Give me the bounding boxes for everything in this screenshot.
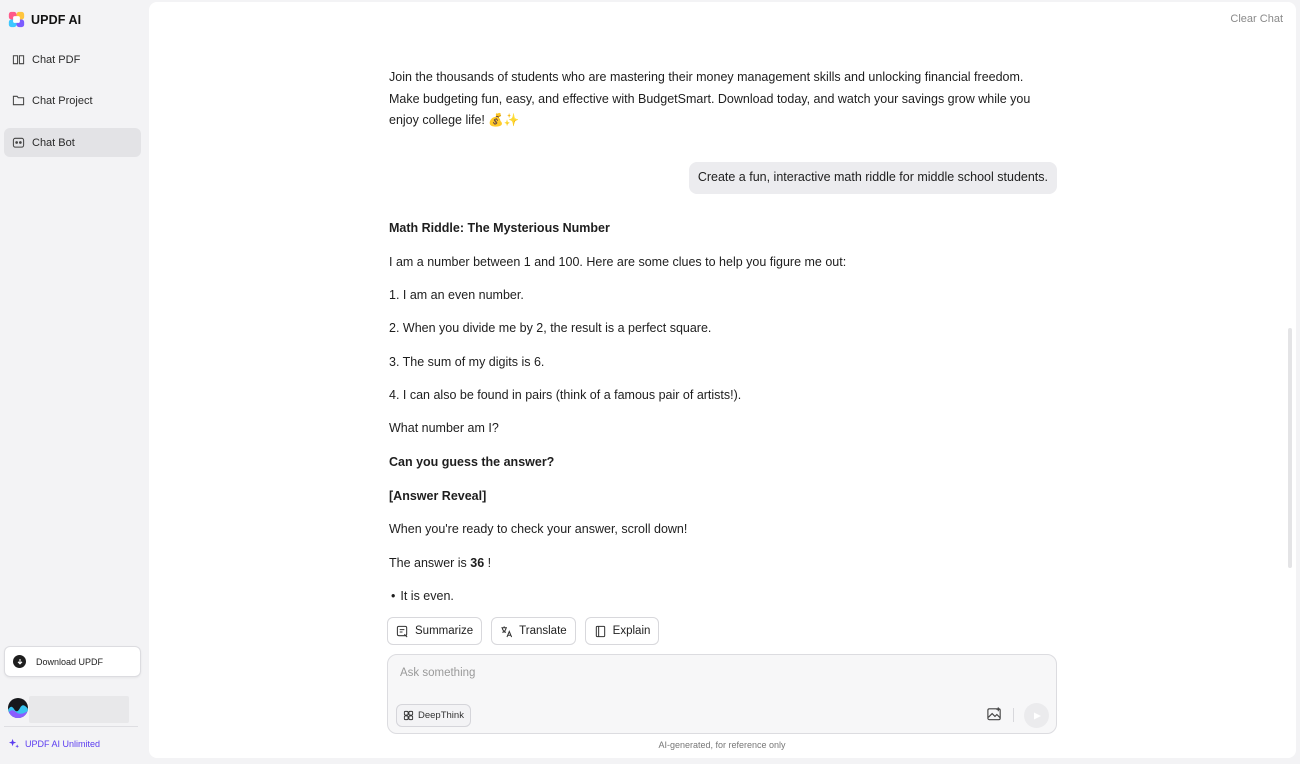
answer-line [389, 553, 491, 575]
reply-question: What number am I? [389, 421, 499, 435]
clue-item: 2. When you divide me by 2, the result is a perfect square. [389, 321, 712, 335]
answer-value: 36 [470, 556, 485, 570]
summarize-icon [396, 625, 409, 638]
avatar-image [8, 698, 28, 718]
translate-icon [500, 625, 513, 638]
deepthink-label: DeepThink [418, 710, 464, 721]
explain-label: Explain [612, 625, 651, 637]
scrollbar[interactable] [1288, 328, 1292, 568]
sparkle-icon [8, 738, 19, 749]
deepthink-toggle[interactable] [396, 704, 471, 727]
image-upload-icon[interactable] [986, 706, 1003, 723]
sidebar-item-label: Chat Bot [32, 136, 75, 149]
download-label: Download UPDF [36, 656, 104, 667]
clear-chat-button[interactable]: Clear Chat [1230, 13, 1283, 25]
updf-logo-icon [8, 11, 25, 28]
reply-title: Math Riddle: The Mysterious Number [389, 221, 610, 235]
main-panel [149, 2, 1296, 758]
quick-actions [387, 617, 659, 645]
ask-input[interactable] [400, 663, 980, 683]
avatar[interactable] [8, 698, 28, 718]
explain-button[interactable] [585, 617, 660, 645]
answer-prefix: The answer is [389, 556, 471, 570]
book-icon [12, 53, 25, 66]
translate-button[interactable] [491, 617, 576, 645]
folder-icon [12, 94, 25, 107]
list-item [389, 586, 454, 608]
disclaimer: AI-generated, for reference only [658, 740, 786, 750]
clipped-text-line [389, 40, 869, 50]
download-icon [13, 655, 26, 668]
deepthink-icon [403, 710, 414, 721]
reply-intro: I am a number between 1 and 100. Here are some clues to help you figure me out: [389, 255, 847, 269]
reveal-text: When you're ready to check your answer, scroll down! [389, 522, 688, 536]
user-message: Create a fun, interactive math riddle for middle school students. [689, 162, 1057, 194]
app-title: UPDF AI [31, 12, 82, 27]
upgrade-link[interactable] [8, 738, 100, 749]
sidebar [0, 0, 148, 764]
divider [4, 726, 138, 727]
upgrade-label: UPDF AI Unlimited [25, 738, 101, 749]
divider [1013, 708, 1014, 722]
download-updf-button[interactable] [4, 646, 141, 677]
summarize-button[interactable] [387, 617, 482, 645]
reply-guess: Can you guess the answer? [389, 455, 555, 469]
answer-suffix: ! [484, 556, 492, 570]
summarize-label: Summarize [415, 625, 474, 637]
send-button[interactable] [1024, 703, 1049, 728]
composer [387, 654, 1057, 734]
explain-book-icon [594, 625, 607, 638]
sidebar-item-label: Chat PDF [32, 53, 81, 66]
clue-item: 1. I am an even number. [389, 288, 524, 302]
assistant-previous-reply: Join the thousands of students who are mastering their money management skills and unlocking financial freedom. Make budgeting fun, easy, and effective with BudgetSmart. Download today, and watch your savings grow while you enjoy college life! 💰✨ [389, 70, 1031, 127]
reveal-heading: [Answer Reveal] [389, 489, 487, 503]
send-icon [1032, 711, 1042, 721]
brand[interactable] [8, 11, 81, 28]
bot-icon [12, 136, 25, 149]
sidebar-item-chat-project[interactable] [4, 86, 141, 115]
sidebar-item-chat-bot[interactable] [4, 128, 141, 157]
user-name[interactable] [29, 696, 129, 723]
clue-item: 3. The sum of my digits is 6. [389, 355, 545, 369]
clue-item: 4. I can also be found in pairs (think of a famous pair of artists!). [389, 388, 742, 402]
translate-label: Translate [519, 625, 567, 637]
list-item-text: It is even. [400, 589, 454, 603]
sidebar-item-chat-pdf[interactable] [4, 45, 141, 74]
sidebar-item-label: Chat Project [32, 94, 93, 107]
